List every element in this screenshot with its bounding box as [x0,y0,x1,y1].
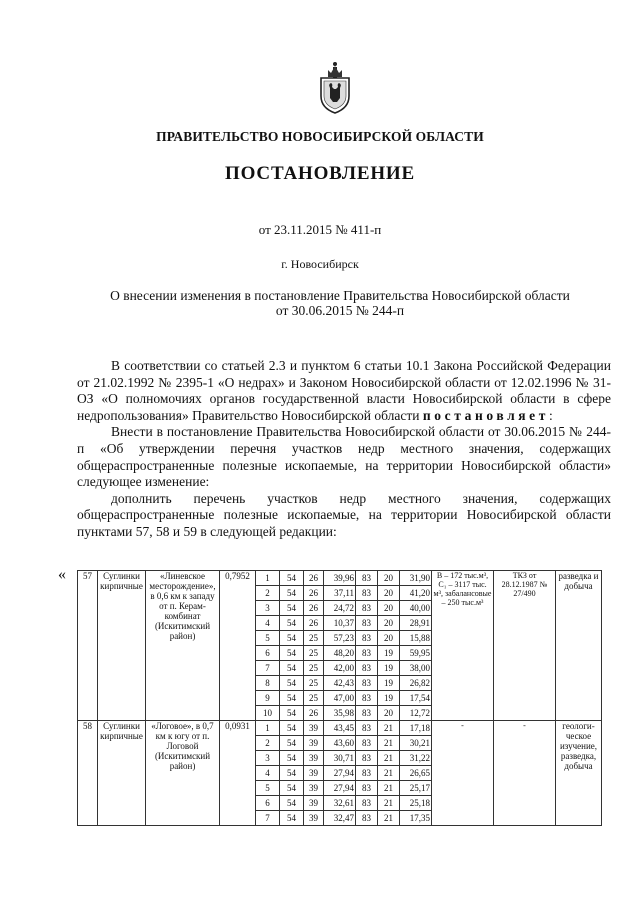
table-row [78,721,602,736]
lat-sec: 30,71 [324,751,356,766]
preamble-end: : [548,407,553,423]
point-number: 2 [256,586,280,601]
lon-min: 20 [378,586,400,601]
lat-deg: 54 [280,631,304,646]
lon-sec: 25,17 [400,781,432,796]
lon-deg: 83 [356,736,378,751]
point-number: 5 [256,781,280,796]
lon-deg: 83 [356,766,378,781]
point-number: 3 [256,751,280,766]
lon-sec: 12,72 [400,706,432,721]
point-number: 9 [256,691,280,706]
point-number: 2 [256,736,280,751]
lat-deg: 54 [280,691,304,706]
lat-deg: 54 [280,751,304,766]
document-city: г. Новосибирск [281,257,359,271]
lat-min: 26 [304,586,324,601]
lat-deg: 54 [280,571,304,586]
lat-min: 25 [304,661,324,676]
lat-deg: 54 [280,646,304,661]
table-body [78,571,602,826]
reserves: - [432,721,494,826]
lat-min: 26 [304,601,324,616]
lon-sec: 30,21 [400,736,432,751]
lon-deg: 83 [356,586,378,601]
lat-min: 25 [304,676,324,691]
lon-deg: 83 [356,631,378,646]
lon-min: 21 [378,721,400,736]
lat-min: 25 [304,631,324,646]
lon-sec: 25,18 [400,796,432,811]
site-area: 0,7952 [220,571,256,721]
lon-min: 20 [378,616,400,631]
lat-sec: 47,00 [324,691,356,706]
lon-sec: 17,35 [400,811,432,826]
lat-sec: 37,11 [324,586,356,601]
coat-of-arms-icon [318,58,352,114]
usage-type: геологическое изучение, разведка, добыча [556,721,602,826]
lon-deg: 83 [356,796,378,811]
point-number: 6 [256,646,280,661]
reserves: B – 172 тыс.м³, C₁ – 3117 тыс. м³, забалансовые – 250 тыс.м³ [432,571,494,721]
lat-deg: 54 [280,601,304,616]
mineral-type: Суглинки кирпичные [98,721,146,826]
lon-sec: 28,91 [400,616,432,631]
lat-sec: 57,23 [324,631,356,646]
lat-sec: 48,20 [324,646,356,661]
lat-min: 39 [304,751,324,766]
subsoil-sites-table [77,570,602,826]
lat-deg: 54 [280,616,304,631]
preamble-text: В соответствии со статьей 2.3 и пунктом 6 статьи 10.1 Закона Российской Федерации от 21.02.1992 № 2395-1 «О недрах» и Законом Новосибирской области от 12.02.1996 № 31-ОЗ «О полномочиях органов государственной власти Новосибирской области в сфере недропользования» Правительство Новосибирской области [77,358,611,423]
lon-min: 20 [378,571,400,586]
paragraph-amendment: Внести в постановление Правительства Новосибирской области от 30.06.2015 № 244-п «Об утверждении перечня участков недр местного значения, содержащих общераспространенные полезные ископаемые, на территории Новосибирской области» следующее изменение: [77,424,611,490]
subject-line: О внесении изменения в постановление Правительства Новосибирской области [110,288,570,303]
lat-sec: 27,94 [324,766,356,781]
lon-sec: 17,54 [400,691,432,706]
lon-min: 20 [378,601,400,616]
point-number: 6 [256,796,280,811]
site-number: 58 [78,721,98,826]
lon-sec: 15,88 [400,631,432,646]
lon-deg: 83 [356,661,378,676]
lat-min: 39 [304,736,324,751]
lon-min: 21 [378,811,400,826]
lon-deg: 83 [356,676,378,691]
lon-min: 21 [378,796,400,811]
lon-sec: 40,00 [400,601,432,616]
lat-min: 39 [304,796,324,811]
lon-min: 21 [378,736,400,751]
lat-sec: 32,61 [324,796,356,811]
lon-deg: 83 [356,616,378,631]
lon-sec: 31,90 [400,571,432,586]
lon-min: 21 [378,766,400,781]
lat-sec: 10,37 [324,616,356,631]
lat-deg: 54 [280,721,304,736]
lon-min: 21 [378,781,400,796]
lat-sec: 43,45 [324,721,356,736]
point-number: 1 [256,571,280,586]
site-location: «Линевское месторождение», в 0,6 км к западу от п. Керамкомбинат (Искитимский район) [146,571,220,721]
lon-min: 20 [378,631,400,646]
lon-deg: 83 [356,646,378,661]
document-subject [70,288,610,318]
lon-deg: 83 [356,781,378,796]
lat-sec: 35,98 [324,706,356,721]
resolution-keyword: постановляет [422,407,549,423]
point-number: 4 [256,766,280,781]
lat-deg: 54 [280,736,304,751]
lat-deg: 54 [280,661,304,676]
lat-min: 25 [304,646,324,661]
lon-sec: 31,22 [400,751,432,766]
lat-sec: 24,72 [324,601,356,616]
lon-sec: 17,18 [400,721,432,736]
government-title: ПРАВИТЕЛЬСТВО НОВОСИБИРСКОЙ ОБЛАСТИ [156,129,484,144]
lon-sec: 59,95 [400,646,432,661]
lat-deg: 54 [280,781,304,796]
point-number: 4 [256,616,280,631]
lon-deg: 83 [356,751,378,766]
point-number: 7 [256,811,280,826]
lon-deg: 83 [356,571,378,586]
usage-type: разведка и добыча [556,571,602,721]
lat-min: 25 [304,691,324,706]
lat-sec: 42,00 [324,661,356,676]
lat-deg: 54 [280,676,304,691]
approval-protocol: - [494,721,556,826]
lat-deg: 54 [280,706,304,721]
lat-min: 26 [304,706,324,721]
lat-min: 39 [304,781,324,796]
opening-quote: « [58,566,66,583]
lon-min: 20 [378,706,400,721]
lat-deg: 54 [280,796,304,811]
lon-deg: 83 [356,601,378,616]
point-number: 5 [256,631,280,646]
point-number: 7 [256,661,280,676]
lat-min: 26 [304,616,324,631]
site-location: «Логовое», в 0,7 км к югу от п. Логовой (Искитимский район) [146,721,220,826]
table-row [78,571,602,586]
lon-min: 19 [378,661,400,676]
lon-min: 19 [378,691,400,706]
lon-deg: 83 [356,691,378,706]
mineral-type: Суглинки кирпичные [98,571,146,721]
lat-sec: 42,43 [324,676,356,691]
paragraph-preamble [77,358,611,424]
lat-sec: 27,94 [324,781,356,796]
lat-deg: 54 [280,766,304,781]
lon-min: 19 [378,646,400,661]
lat-min: 39 [304,811,324,826]
lat-min: 39 [304,766,324,781]
lon-sec: 26,82 [400,676,432,691]
point-number: 1 [256,721,280,736]
lat-deg: 54 [280,586,304,601]
lat-sec: 43,60 [324,736,356,751]
lat-deg: 54 [280,811,304,826]
document-type-title: ПОСТАНОВЛЕНИЕ [225,163,415,184]
document-date-number: от 23.11.2015 № 411-п [258,222,382,237]
lon-deg: 83 [356,811,378,826]
approval-protocol: ТКЗ от 28.12.1987 № 27/490 [494,571,556,721]
site-number: 57 [78,571,98,721]
lon-deg: 83 [356,706,378,721]
point-number: 8 [256,676,280,691]
lat-min: 39 [304,721,324,736]
lon-min: 19 [378,676,400,691]
lat-sec: 32,47 [324,811,356,826]
point-number: 10 [256,706,280,721]
lat-sec: 39,96 [324,571,356,586]
lon-sec: 41,20 [400,586,432,601]
point-number: 3 [256,601,280,616]
lon-sec: 38,00 [400,661,432,676]
site-area: 0,0931 [220,721,256,826]
subject-line: от 30.06.2015 № 244-п [275,303,405,318]
document-body [77,358,611,541]
lon-deg: 83 [356,721,378,736]
lon-min: 21 [378,751,400,766]
paragraph-addition: дополнить перечень участков недр местного значения, содержащих общераспространенные полезные ископаемые, на территории Новосибирской области пунктами 57, 58 и 59 в следующей редакции: [77,490,611,539]
lon-sec: 26,65 [400,766,432,781]
lat-min: 26 [304,571,324,586]
